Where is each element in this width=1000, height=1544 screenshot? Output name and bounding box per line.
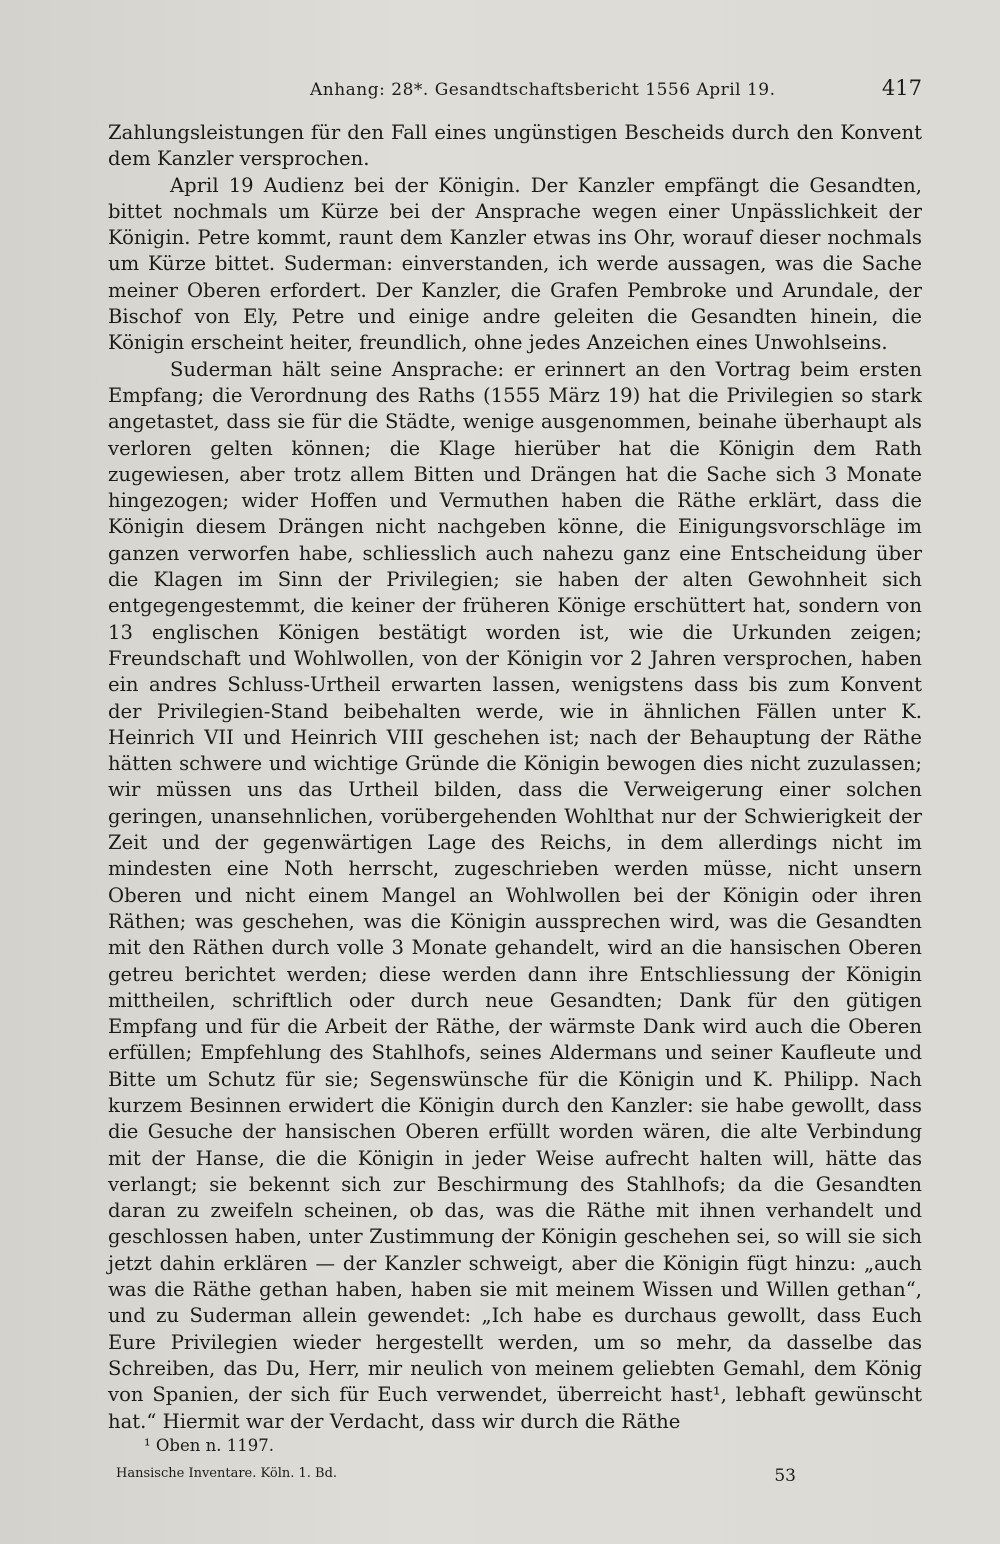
paragraph-2: April 19 Audienz bei der Königin. Der Kanzler empfängt die Gesandten, bittet nochmals um Kürze bei der Ansprache wegen einer Unpässlichkeit der Königin. Petre kommt, raunt dem Kanzler etwas ins Ohr, worauf dieser nochmals um Kürze bittet. Suderman: einverstanden, ich werde aussagen, was die Sache meiner Oberen erfordert. Der Kanzler, die Grafen Pembroke und Arundale, der Bischof von Ely, Petre und einige andre geleiten die Gesandten hinein, die Königin erscheint heiter, freundlich, ohne jedes Anzeichen eines Unwohlseins. [108, 173, 922, 355]
page-footer [116, 1466, 796, 1490]
footnote: ¹ Oben n. 1197. [144, 1436, 274, 1455]
sheet-number: 53 [774, 1466, 796, 1486]
page-number: 417 [881, 76, 922, 100]
running-head [110, 76, 922, 106]
sheet-signature: Hansische Inventare. Köln. 1. Bd. [116, 1466, 338, 1481]
running-title: Anhang: 28*. Gesandtschaftsbericht 1556 April 19. [310, 80, 776, 100]
paragraph-1: Zahlungsleistungen für den Fall eines ungünstigen Bescheids durch den Konvent dem Kanzler versprochen. [108, 121, 922, 171]
body-text [108, 120, 922, 1435]
paragraph-3: Suderman hält seine Ansprache: er erinnert an den Vortrag beim ersten Empfang; die Verordnung des Raths (1555 März 19) hat die Privilegien so stark angetastet, dass sie für die Städte, wenige ausgenommen, beinahe überhaupt als verloren gelten können; die Klage hierüber hat die Königin dem Rath zugewiesen, aber trotz allem Bitten und Drängen hat die Sache sich 3 Monate hingezogen; wider Hoffen und Vermuthen haben die Räthe erklärt, dass die Königin diesem Drängen nicht nachgeben könne, die Einigungsvorschläge im ganzen verworfen habe, schliesslich auch nahezu ganz eine Entscheidung über die Klagen im Sinn der Privilegien; sie haben der alten Gewohnheit sich entgegengestemmt, die keiner der früheren Könige erschüttert hat, sondern von 13 englischen Königen bestätigt worden ist, wie die Urkunden zeigen; Freundschaft und Wohlwollen, von der Königin vor 2 Jahren versprochen, haben ein andres Schluss-Urtheil erwarten lassen, wenigstens dass bis zum Konvent der Privilegien-Stand beibehalten werde, wie in ähnlichen Fällen unter K. Heinrich VII und Heinrich VIII geschehen ist; nach der Behauptung der Räthe hätten schwere und wichtige Gründe die Königin bewogen dies nicht zuzulassen; wir müssen uns das Urtheil bilden, dass die Verweigerung einer solchen geringen, unansehnlichen, vorübergehenden Wohlthat nur der Schwierigkeit der Zeit und der gegenwärtigen Lage des Reichs, in dem allerdings nicht im mindesten eine Noth herrscht, zugeschrieben werden müsse, nicht unsern Oberen und nicht einem Mangel an Wohlwollen bei der Königin oder ihren Räthen; was geschehen, was die Königin aussprechen wird, was die Gesandten mit den Räthen durch volle 3 Monate gehandelt, wird an die hansischen Oberen getreu berichtet werden; diese werden dann ihre Entschliessung der Königin mittheilen, schriftlich oder durch neue Gesandten; Dank für den gütigen Empfang und für die Arbeit der Räthe, der wärmste Dank wird auch die Oberen erfüllen; Empfehlung des Stahlhofs, seines Aldermans und seiner Kaufleute und Bitte um Schutz für sie; Segenswünsche für die Königin und K. Philipp. Nach kurzem Besinnen erwidert die Königin durch den Kanzler: sie habe gewollt, dass die Gesuche der hansischen Oberen erfüllt worden wären, die alte Verbindung mit der Hanse, die die Königin in jeder Weise aufrecht halten will, hätte das verlangt; sie bekennt sich zur Beschirmung des Stahlhofs; da die Gesandten daran zu zweifeln scheinen, ob das, was die Räthe mit ihnen verhandelt und geschlossen haben, unter Zustimmung der Königin geschehen sei, so will sie sich jetzt dahin erklären — der Kanzler schweigt, aber die Königin fügt hinzu: „auch was die Räthe gethan haben, haben sie mit meinem Wissen und Willen gethan“, und zu Suderman allein gewendet: „Ich habe es durchaus gewollt, dass Euch Eure Privilegien wieder hergestellt werden, um so mehr, da dasselbe das Schreiben, das Du, Herr, mir neulich von meinem geliebten Gemahl, dem König von Spanien, der sich für Euch verwendet, überreicht hast¹, lebhaft gewünscht hat.“ Hiermit war der Verdacht, dass wir durch die Räthe [108, 357, 922, 1433]
